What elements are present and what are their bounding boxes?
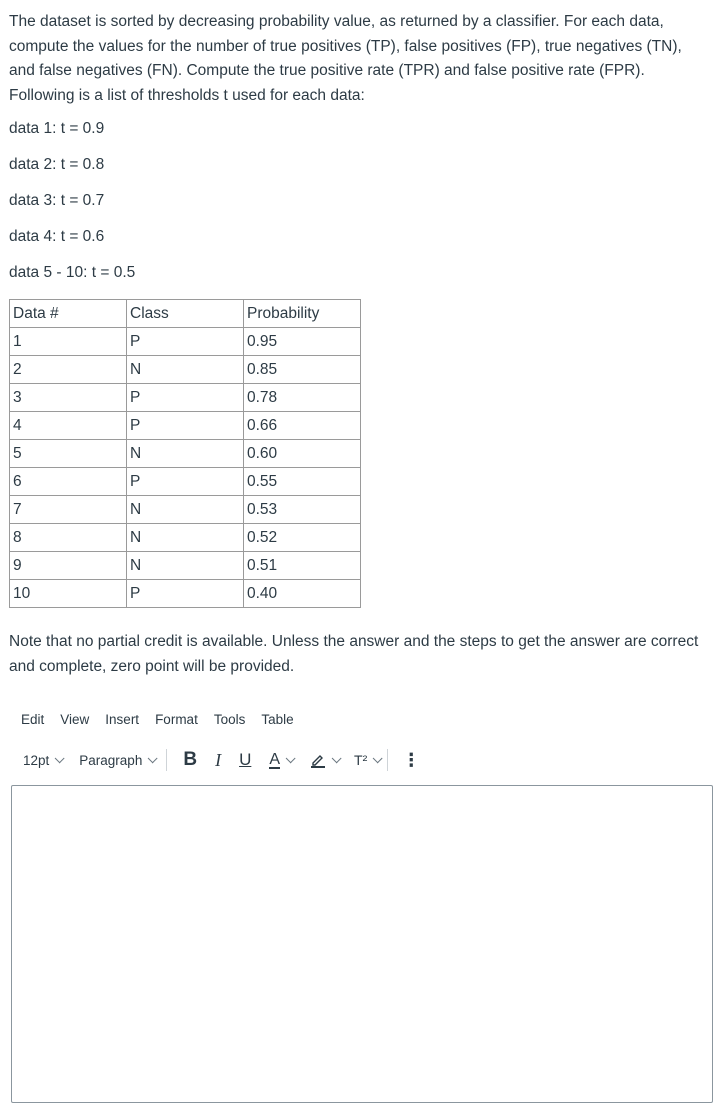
cell-probability: 0.66 [244, 412, 361, 440]
cell-class: N [127, 496, 244, 524]
more-options-icon[interactable]: ⋮ [402, 750, 421, 770]
italic-button[interactable]: I [215, 749, 222, 770]
cell-class: N [127, 552, 244, 580]
font-size-dropdown[interactable] [23, 753, 61, 768]
cell-probability: 0.53 [244, 496, 361, 524]
block-format-dropdown[interactable] [79, 753, 154, 768]
table-row [10, 412, 361, 440]
cell-probability: 0.55 [244, 468, 361, 496]
table-row [10, 552, 361, 580]
credit-note: Note that no partial credit is available. Unless the answer and the steps to get the answer are correct and complete, zero point will be provided. [9, 633, 699, 675]
cell-data-number: 5 [10, 440, 127, 468]
menu-view[interactable]: View [60, 712, 90, 727]
cell-class: N [127, 524, 244, 552]
superscript-icon: T² [354, 752, 368, 768]
question-text: The dataset is sorted by decreasing probability value, as returned by a classifier. For each data, compute the values for the number of true positives (TP), false positives (FP), true negatives (TN), and false negatives (FN). Compute the true positive rate (TPR) and false positive rate (FPR). Following is a list of thresholds t used for each data: [9, 13, 682, 104]
cell-data-number: 8 [10, 524, 127, 552]
cell-class: N [127, 440, 244, 468]
highlighter-icon [310, 752, 326, 768]
answer-editor-area[interactable] [11, 785, 713, 1103]
cell-data-number: 9 [10, 552, 127, 580]
cell-probability: 0.85 [244, 356, 361, 384]
cell-class: N [127, 356, 244, 384]
menu-insert[interactable]: Insert [105, 712, 140, 727]
block-format-value: Paragraph [79, 752, 143, 768]
cell-probability: 0.60 [244, 440, 361, 468]
threshold-4: data 4: t = 0.6 [9, 228, 105, 245]
chevron-down-icon [373, 753, 383, 763]
table-row [10, 468, 361, 496]
superscript-dropdown[interactable] [338, 752, 379, 768]
table-row [10, 356, 361, 384]
data-table [9, 299, 361, 608]
chevron-down-icon [55, 753, 65, 763]
cell-data-number: 7 [10, 496, 127, 524]
cell-data-number: 2 [10, 356, 127, 384]
underline-button[interactable]: U [239, 750, 252, 769]
table-header-row [10, 300, 361, 328]
text-color-icon: A [269, 750, 281, 768]
menu-edit[interactable]: Edit [21, 712, 45, 727]
editor-menubar [21, 712, 310, 732]
threshold-2: data 2: t = 0.8 [9, 156, 105, 173]
cell-class: P [127, 384, 244, 412]
cell-probability: 0.52 [244, 524, 361, 552]
highlight-color-button[interactable] [292, 752, 338, 768]
cell-class: P [127, 328, 244, 356]
cell-data-number: 1 [10, 328, 127, 356]
cell-data-number: 6 [10, 468, 127, 496]
table-row [10, 440, 361, 468]
menu-table[interactable]: Table [261, 712, 294, 727]
font-size-value: 12pt [23, 752, 50, 768]
cell-class: P [127, 412, 244, 440]
toolbar-divider [387, 749, 388, 771]
threshold-3: data 3: t = 0.7 [9, 192, 105, 209]
cell-probability: 0.95 [244, 328, 361, 356]
cell-probability: 0.78 [244, 384, 361, 412]
cell-data-number: 10 [10, 580, 127, 608]
cell-data-number: 3 [10, 384, 127, 412]
bold-button[interactable]: B [183, 749, 198, 770]
cell-data-number: 4 [10, 412, 127, 440]
cell-class: P [127, 580, 244, 608]
threshold-5-10: data 5 - 10: t = 0.5 [9, 264, 136, 281]
editor-toolbar [23, 747, 420, 773]
toolbar-divider [166, 749, 167, 771]
table-row [10, 580, 361, 608]
table-row [10, 496, 361, 524]
menu-format[interactable]: Format [155, 712, 198, 727]
header-probability: Probability [244, 300, 361, 328]
table-row [10, 524, 361, 552]
chevron-down-icon [148, 753, 158, 763]
menu-tools[interactable]: Tools [213, 712, 246, 727]
table-row [10, 328, 361, 356]
cell-probability: 0.40 [244, 580, 361, 608]
table-row [10, 384, 361, 412]
header-data-number: Data # [10, 300, 127, 328]
cell-probability: 0.51 [244, 552, 361, 580]
header-class: Class [127, 300, 244, 328]
text-color-button[interactable] [251, 752, 292, 769]
cell-class: P [127, 468, 244, 496]
threshold-1: data 1: t = 0.9 [9, 120, 105, 137]
